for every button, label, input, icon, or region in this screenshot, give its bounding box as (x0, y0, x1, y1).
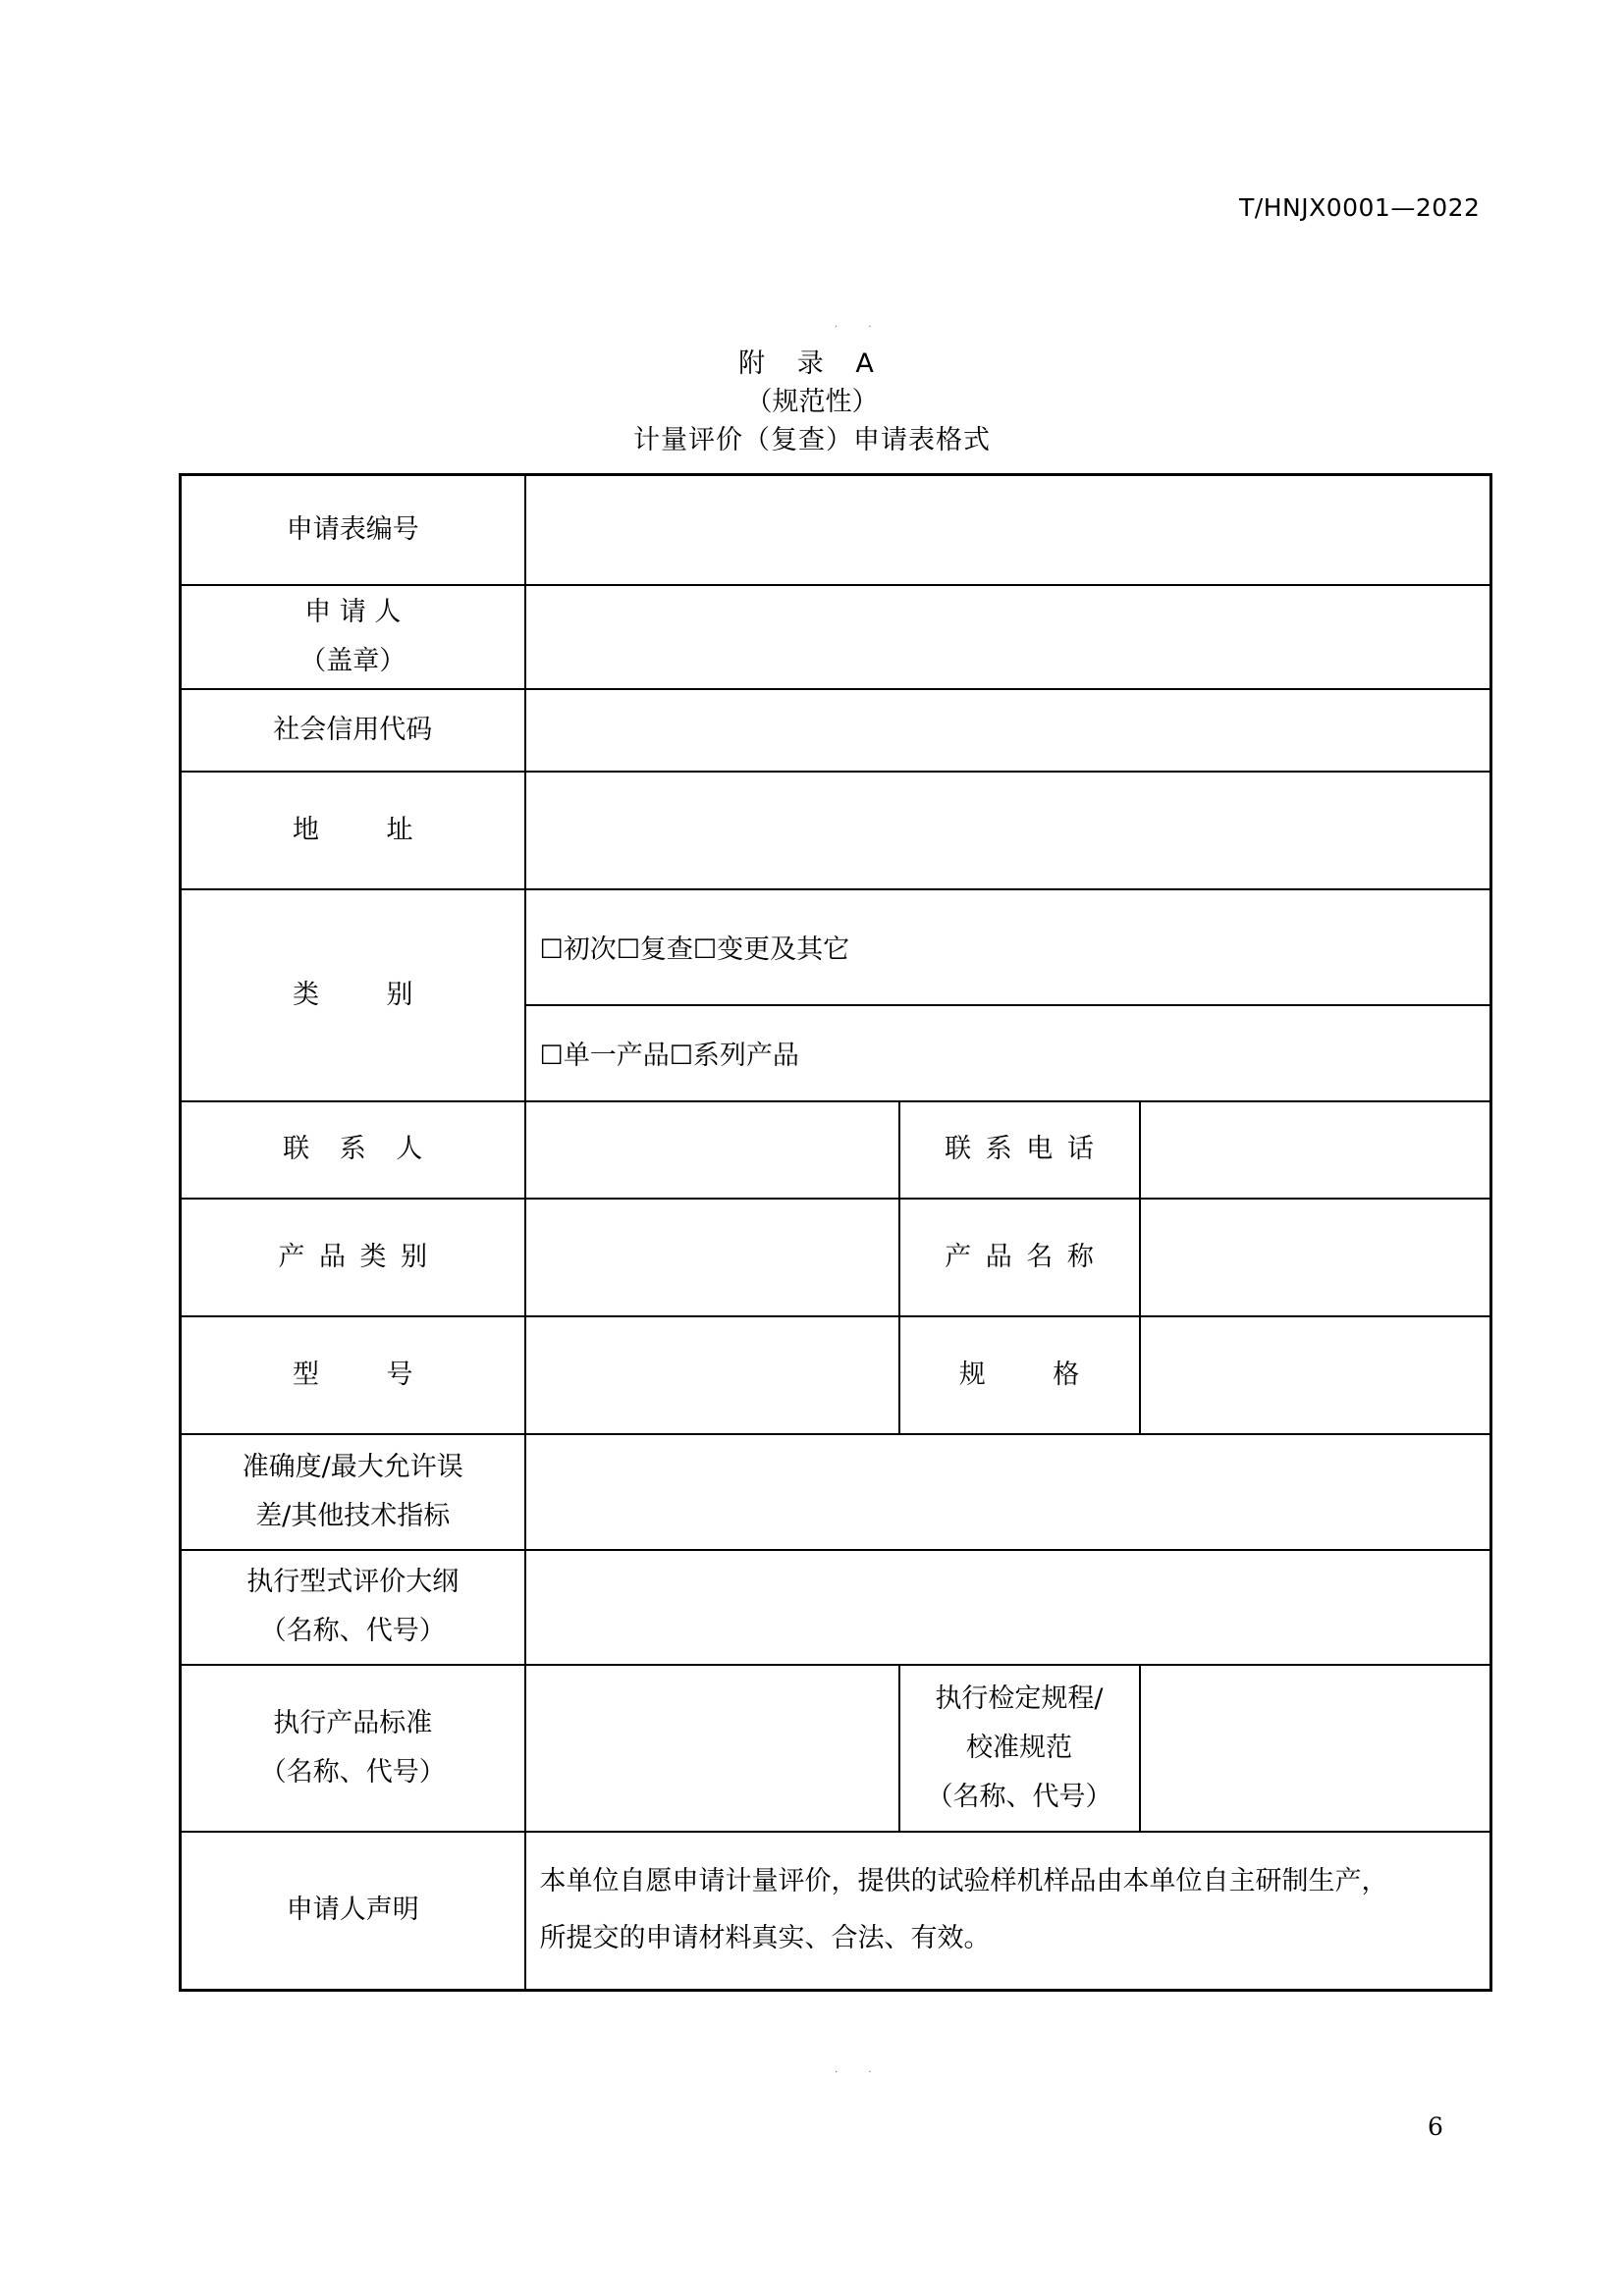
outline-label-cell (181, 1550, 525, 1665)
bottom-dots: · · (835, 2067, 886, 2078)
appendix-title: 附 录 A (738, 348, 886, 379)
contact-field[interactable] (525, 1101, 899, 1199)
application-form-table (179, 473, 1492, 1992)
contact-label: 联 系 人 (181, 1101, 525, 1199)
standard-label-line-2: （名称、代号） (259, 1756, 446, 1788)
regulation-field[interactable] (1140, 1665, 1491, 1832)
row-evaluation-outline (181, 1550, 1491, 1665)
declaration-text-cell (525, 1832, 1491, 1991)
category-label: 类 别 (181, 889, 525, 1101)
row-model (181, 1316, 1491, 1434)
credit-code-field[interactable] (525, 689, 1491, 772)
application-number-field[interactable] (525, 475, 1491, 585)
row-credit-code (181, 689, 1491, 772)
row-accuracy (181, 1434, 1491, 1550)
product-category-label: 产 品 类 别 (181, 1199, 525, 1316)
outline-label-line-1: 执行型式评价大纲 (246, 1567, 460, 1597)
appendix-subtitle: （规范性） (745, 387, 879, 417)
category-options-product[interactable]: ☐单一产品☐系列产品 (525, 1005, 1491, 1101)
accuracy-label-cell (181, 1434, 525, 1550)
applicant-label-cell (181, 585, 525, 689)
top-dots: · · (835, 322, 886, 333)
product-name-label: 产 品 名 称 (899, 1199, 1140, 1316)
declaration-line-2: 所提交的申请材料真实、合法、有效。 (539, 1923, 991, 1954)
standard-label-line-1: 执行产品标准 (273, 1707, 433, 1738)
row-declaration (181, 1832, 1491, 1991)
row-application-number (181, 475, 1491, 585)
form-title: 计量评价（复查）申请表格式 (633, 425, 991, 455)
standard-field[interactable] (525, 1665, 899, 1832)
spec-label: 规 格 (899, 1316, 1140, 1434)
row-address (181, 772, 1491, 889)
applicant-field[interactable] (525, 585, 1491, 689)
application-number-label: 申请表编号 (181, 475, 525, 585)
row-standards (181, 1665, 1491, 1832)
accuracy-label-line-2: 差/其他技术指标 (255, 1500, 451, 1531)
applicant-seal-note: （盖章） (299, 645, 406, 676)
document-code: T/HNJX0001—2022 (1239, 193, 1481, 222)
regulation-label-line-2: 校准规范 (966, 1732, 1072, 1763)
row-applicant (181, 585, 1491, 689)
regulation-label-line-3: （名称、代号） (926, 1781, 1112, 1812)
regulation-label-cell (899, 1665, 1140, 1832)
model-field[interactable] (525, 1316, 899, 1434)
address-field[interactable] (525, 772, 1491, 889)
address-label: 地 址 (181, 772, 525, 889)
spec-field[interactable] (1140, 1316, 1491, 1434)
phone-label: 联 系 电 话 (899, 1101, 1140, 1199)
applicant-label: 申 请 人 (304, 596, 402, 627)
row-product (181, 1199, 1491, 1316)
phone-field[interactable] (1140, 1101, 1491, 1199)
accuracy-field[interactable] (525, 1434, 1491, 1550)
regulation-label-line-1: 执行检定规程/ (935, 1682, 1104, 1714)
product-category-field[interactable] (525, 1199, 899, 1316)
accuracy-label-line-1: 准确度/最大允许误 (242, 1451, 463, 1482)
declaration-label: 申请人声明 (181, 1832, 525, 1991)
product-name-field[interactable] (1140, 1199, 1491, 1316)
declaration-line-1: 本单位自愿申请计量评价，提供的试验样机样品由本单位自主研制生产， (539, 1866, 1388, 1897)
category-options-visit[interactable]: ☐初次☐复查☐变更及其它 (525, 889, 1491, 1005)
model-label: 型 号 (181, 1316, 525, 1434)
outline-field[interactable] (525, 1550, 1491, 1665)
row-category-1 (181, 889, 1491, 1005)
credit-code-label: 社会信用代码 (181, 689, 525, 772)
outline-label-line-2: （名称、代号） (259, 1616, 446, 1646)
row-contact (181, 1101, 1491, 1199)
page-number: 6 (1428, 2112, 1443, 2141)
standard-label-cell (181, 1665, 525, 1832)
